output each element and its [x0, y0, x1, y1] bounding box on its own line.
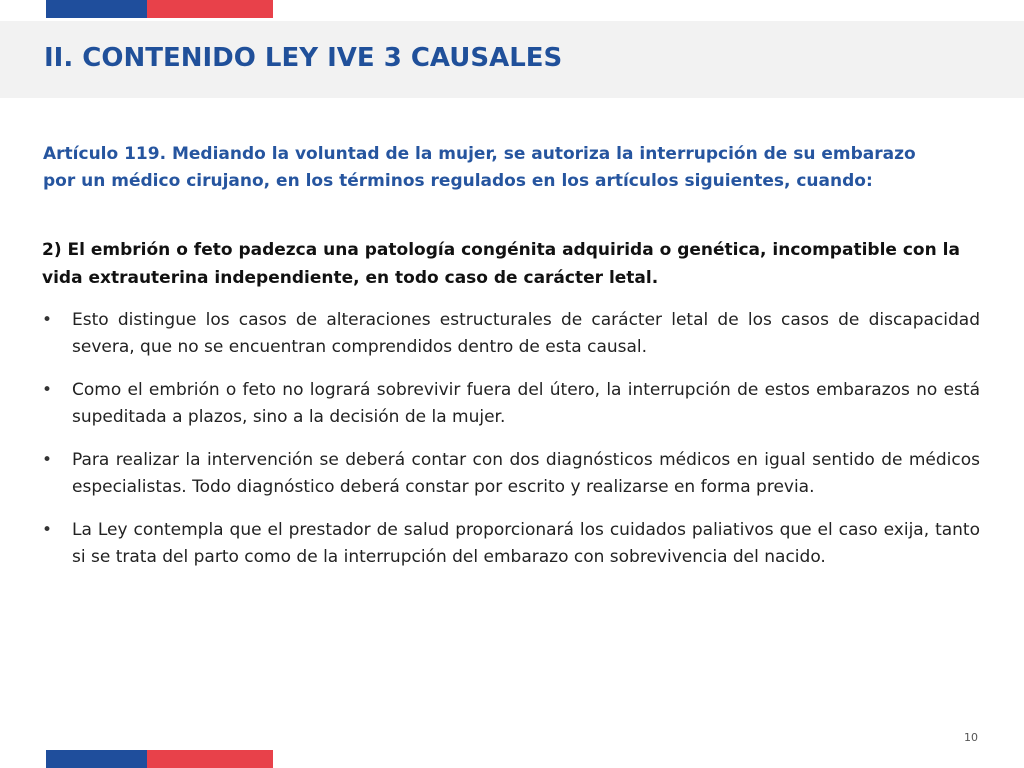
flag-blue-segment: [46, 750, 147, 768]
bullet-text: La Ley contempla que el prestador de salud proporcionará los cuidados paliativos que el caso exija, tanto si se trata del parto como de la interrupción del embarazo con sobrevivencia del nacido.: [72, 520, 980, 567]
flag-red-segment: [147, 0, 273, 18]
bullet-list: [42, 307, 980, 571]
bullet-icon: •: [42, 520, 53, 540]
page-number: 10: [964, 731, 978, 744]
flag-blue-segment: [46, 0, 147, 18]
bullet-icon: •: [42, 310, 53, 330]
bullet-item: [42, 517, 980, 571]
bullet-text: Como el embrión o feto no logrará sobrevivir fuera del útero, la interrupción de estos embarazos no está supeditada a plazos, sino a la decisión de la mujer.: [72, 380, 980, 427]
slide-title: II. CONTENIDO LEY IVE 3 CAUSALES: [44, 43, 563, 73]
bullet-icon: •: [42, 380, 53, 400]
article-text: Artículo 119. Mediando la voluntad de la mujer, se autoriza la interrupción de su embarazo por un médico cirujano, en los términos regulados en los artículos siguientes, cuando:: [43, 144, 916, 191]
bullet-item: [42, 377, 980, 431]
flag-stripe-bottom: [46, 750, 273, 768]
causal-lead: 2) El embrión o feto padezca una patología congénita adquirida o genética, incompatible con la vida extrauterina independiente, en todo caso de carácter letal.: [42, 240, 960, 288]
bullet-icon: •: [42, 450, 53, 470]
bullet-text: Para realizar la intervención se deberá contar con dos diagnósticos médicos en igual sentido de médicos especialistas. Todo diagnóstico deberá constar por escrito y realizarse en forma previa.: [72, 450, 980, 497]
bullet-text: Esto distingue los casos de alteraciones estructurales de carácter letal de los casos de discapacidad severa, que no se encuentran comprendidos dentro de esta causal.: [72, 310, 980, 357]
flag-stripe-top: [46, 0, 273, 18]
bullet-item: [42, 307, 980, 361]
flag-red-segment: [147, 750, 273, 768]
bullet-item: [42, 447, 980, 501]
